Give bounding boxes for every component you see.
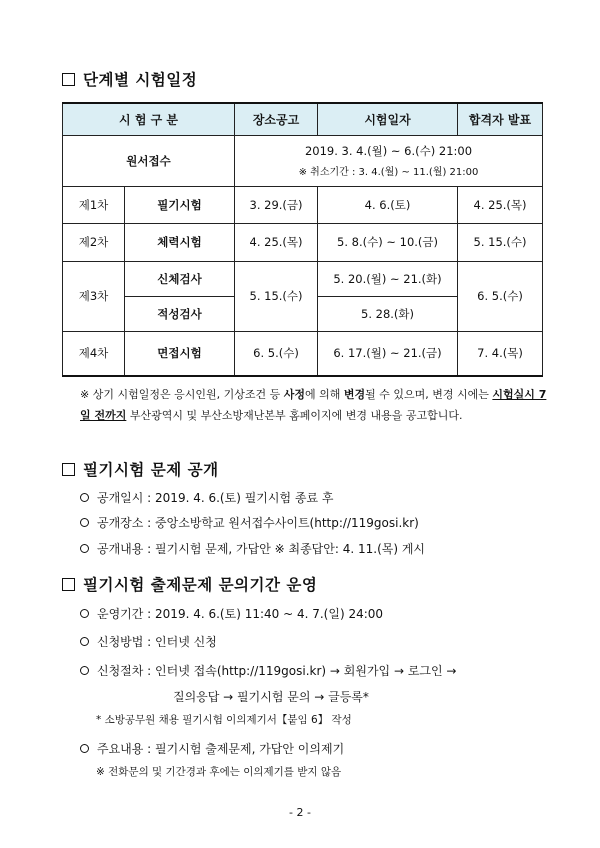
cancel-period-note: ※ 취소기간 : 3. 4.(월) ~ 11.(월) 21:00 — [298, 167, 479, 178]
table-row-stage3b: 적성검사 5. 28.(화) — [63, 296, 543, 331]
inquiry-note: ※ 전화문의 및 기간경과 후에는 이의제기를 받지 않음 — [96, 766, 342, 778]
header-notice: 장소공고 — [235, 103, 318, 135]
header-category: 시 험 구 분 — [63, 103, 235, 135]
circle-bullet-icon — [80, 518, 89, 527]
list-item: 신청방법 : 인터넷 신청 — [80, 633, 217, 650]
exam-schedule-table — [62, 102, 543, 377]
checkbox-square-icon — [62, 73, 75, 86]
application-label: 원서접수 — [63, 135, 235, 186]
list-item: 운영기간 : 2019. 4. 6.(토) 11:40 ~ 4. 7.(일) 24:00 — [80, 605, 383, 622]
section-heading-inquiry: 필기시험 출제문제 문의기간 운영 — [62, 573, 317, 595]
circle-bullet-icon — [80, 609, 89, 618]
circle-bullet-icon — [80, 493, 89, 502]
table-row: 제4차 면접시험 6. 5.(수) 6. 17.(월) ~ 21.(금) 7. 4.(목) — [63, 331, 543, 376]
section-heading-disclosure: 필기시험 문제 공개 — [62, 458, 219, 480]
list-item: 주요내용 : 필기시험 출제문제, 가답안 이의제기 — [80, 740, 344, 757]
header-result: 합격자 발표 — [458, 103, 543, 135]
table-row-application — [63, 135, 543, 186]
checkbox-square-icon — [62, 463, 75, 476]
table-row-stage3a: 제3차 신체검사 5. 15.(수) 5. 20.(월) ~ 21.(화) 6. 5.(수) — [63, 261, 543, 296]
table-header-row — [63, 103, 543, 135]
table-row: 제1차 필기시험 3. 29.(금) 4. 6.(토) 4. 25.(목) — [63, 186, 543, 223]
list-item: 공개내용 : 필기시험 문제, 가답안 ※ 최종답안: 4. 11.(목) 게시 — [80, 540, 425, 557]
circle-bullet-icon — [80, 666, 89, 675]
footnote: * 소방공무원 채용 필기시험 이의제기서【붙임 6】 작성 — [96, 714, 352, 726]
list-item: 신청절차 : 인터넷 접속(http://119gosi.kr) → 회원가입 → 로그인 → — [80, 662, 456, 679]
list-item: 공개일시 : 2019. 4. 6.(토) 필기시험 종료 후 — [80, 489, 333, 506]
circle-bullet-icon — [80, 744, 89, 753]
application-period: 2019. 3. 4.(월) ~ 6.(수) 21:00 ※ 취소기간 : 3. 4.(월) ~ 11.(월) 21:00 — [235, 135, 543, 186]
header-date: 시험일자 — [318, 103, 458, 135]
table-row: 제2차 체력시험 4. 25.(목) 5. 8.(수) ~ 10.(금) 5. 15.(수) — [63, 223, 543, 261]
circle-bullet-icon — [80, 544, 89, 553]
list-item: 공개장소 : 중앙소방학교 원서접수사이트(http://119gosi.kr) — [80, 514, 419, 531]
procedure-continuation: 질의응답 → 필기시험 문의 → 글등록* — [173, 690, 369, 704]
page-number: - 2 - — [289, 806, 311, 819]
section-heading-schedule: 단계별 시험일정 — [62, 68, 197, 90]
schedule-change-note: ※ 상기 시험일정은 응시인원, 기상조건 등 사정에 의해 변경될 수 있으며, 변경 시에는 시험실시 7일 전까지 부산광역시 및 부산소방재난본부 홈페이지에 변경 내용을 공고합니다. — [80, 388, 547, 422]
circle-bullet-icon — [80, 637, 89, 646]
checkbox-square-icon — [62, 578, 75, 591]
